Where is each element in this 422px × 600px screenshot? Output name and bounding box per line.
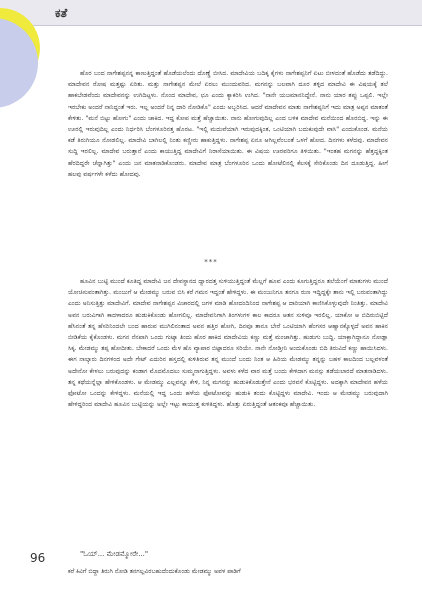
continuation-line: ಕರೆ ಕಿವಿಗೆ ಬಿದ್ದಾ ತಿರುಗಿ ನೋಡಿ ತನಗಲ್ಲವಿರಬಹುದೆಂದುಕೊಂಡು ಮೇಡಮ್ಮು ಅವಳ ಪಾಡಿಗೆ	[68, 568, 241, 575]
header-divider	[0, 25, 422, 26]
paragraph: ಹೊರ ಬಂದ ನಾಗೇಶಪ್ಪನನ್ನ ಕಾಣುತ್ತಿದ್ದಂತೆ ಹೊಡೆಯಲೆಂದು ದೊಣ್ಣೆ ಬೀಸಿದ. ಮಾದೇವಿಯ ಬದಿಕ್ಕ ಕೈಗಳು ನಾಗೇಶಪ್ಪನಿಗೆ ಏಟು ಬೀಳದಂತೆ ಹೊಡೆದು ತಡೆದಿದ್ದು. ಮಾದೇವನ ರೋಷ ಮತ್ತಷ್ಟು ಏರಿತು. ಮತ್ತು ನಾಗೇಶಪ್ಪನ ಮೇಲೆ ಏರಲು ಮುಂದುವರಿದ. ಮಗನನ್ನು ಬಲವಾಗಿ ದೂರ ತಳ್ಳಿದ ಮಾದೇವಿ ಈ ವಿಷಯಕ್ಕೆ ತಲೆ ಹಾಕಬೇಡವೆಂದು ಮಾದೇವನನ್ನು ಉಗಿದಿಟ್ಟಳು. ನೊಂದ ಮಾದೇವ, ಛೂ ಎಂದು ಕ್ಯಾಕರಿಸಿ ಉಗಿದ. "ನಾನೇ ಯಜಮಾನನಿದ್ದೇನೆ. ನಾನು ಯಾರ ತಪ್ಪು ಒಪ್ಪಲಿ. ಇಲ್ಲೇ ಇರಬೇಕು ಅಂದರೆ ನಾನಿದ್ದಂತೆ ಇರು. ಇಲ್ಲ ಅಂದರೆ ನಿನ್ನ ದಾರಿ ನೋಡಿಕೊ" ಎಂದು ಅಬ್ಬರಿಸಿದ. ಆದರೆ ಮಾದೇವನ ಮಾತು ನಾಗೇಶಪ್ಪನಿಗೆ ಇದು ಮಾತ್ರ ಅಪ್ಪನ ಮಾತಂತೆ ಕೇಳಿತು. "ಮನೆ ಬಿಟ್ಟು ಹೋಗು" ಎಂದು ಚಾಕಿದ. ಇದ್ದ ಕೋಪ ಮತ್ತೆ ಹೆಚ್ಚಾಯಿತು. ನಾನು ಹೋಗುವುದಿಲ್ಲ ಎಂದ ಬಳಿಕ ಮಾದೇವ ಮನೆಯಿಂದ ಹೊರಬಿದ್ದ. ಇನ್ನು ಈ ಊರಲ್ಲಿ ಇರುವುದಿಲ್ಲ ಎಂದು ನಿರ್ಧರಿಸಿ ಬೆಂಗಳೂರಿನತ್ತ ಹೊರಟ. "ಇಲ್ಲಿ ಮದುವೆಯಾಗಿ ಇರುವುದಕ್ಕಿಂತ, ಒಂಟಿಯಾಗಿ ಬದುಕುವುದೇ ವಾಸಿ" ಎಂದುಕೊಂಡ. ಮನೆಯ ಕಡೆ ತಿರುಗಿಯೂ ನೋಡಲಿಲ್ಲ. ಮಾದೇವಿ ಬಾಗಿಲಲ್ಲಿ ನಿಂತು ಕಣ್ಣೀರು ಹಾಕುತ್ತಿದ್ದಳು. ನಾಗೇಶಪ್ಪ ಏನೂ ಆಗಿಲ್ಲವೆಂಬಂತೆ ಒಳಗೆ ಹೋದ. ದಿನಗಳು ಕಳೆದವು. ಮಾದೇವನ ಸುದ್ದಿ ಇರಲಿಲ್ಲ. ಮಾದೇವ ಬರುತ್ತಾನೆ ಎಂದು ಕಾಯುತ್ತಿದ್ದ ಮಾದೇವಿಗೆ ನಿರಾಸೆಯಾಯಿತು. ಈ ವಿಷಯ ಊರವರಿಗೂ ತಿಳಿಯಿತು. "ಇಂತಹ ಮಗನನ್ನು ಹೆತ್ತದ್ದಕ್ಕಿಂತ ಹೆರದಿದ್ದರೇ ಚೆನ್ನಾಗಿತ್ತು" ಎಂದು ಜನ ಮಾತನಾಡಿಕೊಂಡರು. ಮಾದೇವ ಮಾತ್ರ ಬೆಂಗಳೂರಿನ ಒಂದು ಹೋಟೆಲಿನಲ್ಲಿ ಕೆಲಸಕ್ಕೆ ಸೇರಿಕೊಂಡು ದಿನ ದೂಡುತ್ತಿದ್ದ. ಹೀಗೆ ಹಲವು ವರ್ಷಗಳೇ ಕಳೆದು ಹೋದವು.	[68, 70, 388, 178]
section-1-text	[68, 68, 388, 180]
dialogue-line: "ಓಯ್... ಮೇಡಮ್ಮೋರೇ..."	[80, 550, 149, 558]
section-2-text	[68, 276, 388, 410]
paragraph: ಹೂವಿನ ಬುಟ್ಟಿ ಮುಂದೆ ಕೂತಿದ್ದ ಮಾದೇವಿ ಜನ ದೇವಸ್ಥಾನದ ದ್ವಾರದತ್ತ ಸುಳಿಯುತ್ತಿದ್ದಂತೆ ಮೆಲ್ಲಗೆ ಹೂವ ಎಂದು ಕೂಗುತ್ತಿದ್ದರೂ ತಲೆಯೆಂಗೆ ಮಾತುಗಳು ಮುಂದೆ ಯೋಚಿಸುವಂತಾಗಿತ್ತು. ಮಂಜುಗೆ ಆ ಮೇಡಮ್ಮು ಬರುವ ಬಿಸಿ ಕರೆ ಗಮನ ಇದ್ದಂತೆ ಹೇಳಿದ್ದಳು. ಈ ಮಂಜುನಿಗೂ ತನಗೂ ರುಣ ಇದ್ದಿದ್ದಕ್ಕೇ ತಾನು ಇಲ್ಲಿ ಬರುವಂತಾಗಿದ್ದು ಎಂದು ಅನಿಸುತ್ತಿತ್ತು ಮಾದೇವಿಗೆ. ಮಾದೇವ ನಾಗೇಶಪ್ಪನ ವಿಚಾರದಲ್ಲಿ ಜಗಳ ಮಾಡಿ ಹೋದಂದಿನಿಂದ ನಾಗೇಶಪ್ಪ ಆ ದಾರಿಯಾಗಿ ಕಾಣಿಸಿಕೊಳ್ಳುವುದೇ ನಿಂತಿತ್ತು. ಮಾದೇವಿ ಅವನ ಬರುವಿಗಾಗಿ ಕಾದಳಾದರೂ ಹುಡುಕಿಕೊಂಡು ಹೋಗಲಿಲ್ಲ. ಮಾದೇವನಿಗಾಗಿ ತಿಂಗಳುಗಳ ಕಾಲ ಕಾದರೂ ಆತನ ಸುಳಿವೂ ಇರಲಿಲ್ಲ. ಯಾಕೋ ಆ ಬಿದಿರುಬಿಟ್ಟಿದೆ ಹೆಸಿನಂತೆ ತನ್ನ ಹೆಸರಿನಿಂದಲೇ ಬಂದ ಹಾರುವ ಮುಗಿಲಿನಂತಾದ ಅವನ ಹತ್ತಿರ ಹೋಗಿ, ದಿನವೂ ತಾನೂ ಬೇರೆ ಒಂಟಿಯಾಗಿ ಹೆಂಗಸರ ಆಹ್ವಾನಕ್ಕೊಳ್ಳದೆ ಅವನ ಹಾಕಿನ ಬೀಡಿಕೆಯ ಕೈಕೊಂಡಳು. ಮಗನ ನೆನಪಾಗಿ ಒಂದು ಗುಟ್ಕಾ ತಿಂದು ಹೊರ ಹಾಕಿದ ಮಾದೇವಿಯ ಕಣ್ಣು ಮತ್ತೆ ಮಂಜಾಗಿತ್ತು. ಹುಡುಗು ಬುದ್ದಿ. ಯಾಕ್ಬಾಗಿದ್ದಾನೂ ನೋಡ್ಲಾ ಸಿಕ್ಕ. ಮೇಡಮ್ಮು ತಪ್ಪ ಹೋದೀತು. ಬೇಕಾದರೆ ಒಂದು ಮೆಳ ಹೊ ವ್ಯಾಪಾರ ಬಿಟ್ಟಾದರೂ ಸರಿಯೇ. ನಾನೇ ನೋಡ್ತೀನಿ ಅಂದುಕೊಂಡು ಬಿದಿ ತಿರುವಿದೆ ಕಣ್ಣು ಹಾಯಿಸಿದಳು. ಈಗ ನಾಲ್ಕಾರು ದಿನಗಳಿಂದ ಅದೇ ಗೇಟ್ ಎದುರಿನ ಹಸ್ತದಲ್ಲಿ ಕುಳಿತಿರುವ ತನ್ನ ಮುಂದೆ ಬಂದು ನಿಂತ ಆ ಹಿರಿಯ ಮೇಡಮ್ಮು ತನ್ನನ್ನು ಬಹಳ ಕಾಲದಿಂದ ಬಲ್ಲವಳಂತೆ ಅದೇನೋ ಕೇಳಲು ಬರುವುದನ್ನು ಕಂಡಾಗ ಮೊದಮೊದಲು ಸುಮ್ಮನಾಗುತ್ತಿದ್ದಳು. ಅವಳು ಕಳೆದ ವಾರ ಮತ್ತೆ ಬಂದು ಕೇಳಿದಾಗ ಮನಸ್ಸು ತಡೆಯಲಾರದೆ ಮಾತನಾಡಿದಳು. ತನ್ನ ಕಥೆಯನ್ನೆಲ್ಲಾ ಹೇಳಿಕೊಂಡಳು. ಆ ಮೇಡಮ್ಮು ಎಲ್ಲವನ್ನೂ ಕೇಳಿ, ನಿನ್ನ ಮಗನನ್ನು ಹುಡುಕಿಕೊಡುತ್ತೇನೆ ಎಂದು ಭರವಸೆ ಕೊಟ್ಟಿದ್ದಳು. ಅದಕ್ಕಾಗಿ ಮಾದೇವನ ಹಳೆಯ ಫೋಟೋ ಒಂದನ್ನು ಕೇಳಿದ್ದಳು. ಮನೆಯಲ್ಲಿ ಇದ್ದ ಒಂದು ಹಳೆಯ ಫೋಟೋವನ್ನು ಹುಡುಕಿ ತಂದು ಕೊಟ್ಟಿದ್ದಳು ಮಾದೇವಿ. ಇಂದು ಆ ಮೇಡಮ್ಮು ಬರುವುದಾಗಿ ಹೇಳಿದ್ದರಿಂದ ಮಾದೇವಿ ಹೂವಿನ ಬುಟ್ಟಿಯನ್ನು ಅಲ್ಲೇ ಇಟ್ಟು ಕಾಯುತ್ತ ಕುಳಿತಿದ್ದಳು. ಹೊತ್ತು ಏರುತ್ತಿದ್ದಂತೆ ಆತಂಕವೂ ಹೆಚ್ಚಾಯಿತು.	[68, 278, 388, 409]
running-title: ಕತೆ	[55, 6, 68, 20]
section-separator: ***	[204, 258, 218, 266]
page-number: 96	[30, 551, 46, 565]
